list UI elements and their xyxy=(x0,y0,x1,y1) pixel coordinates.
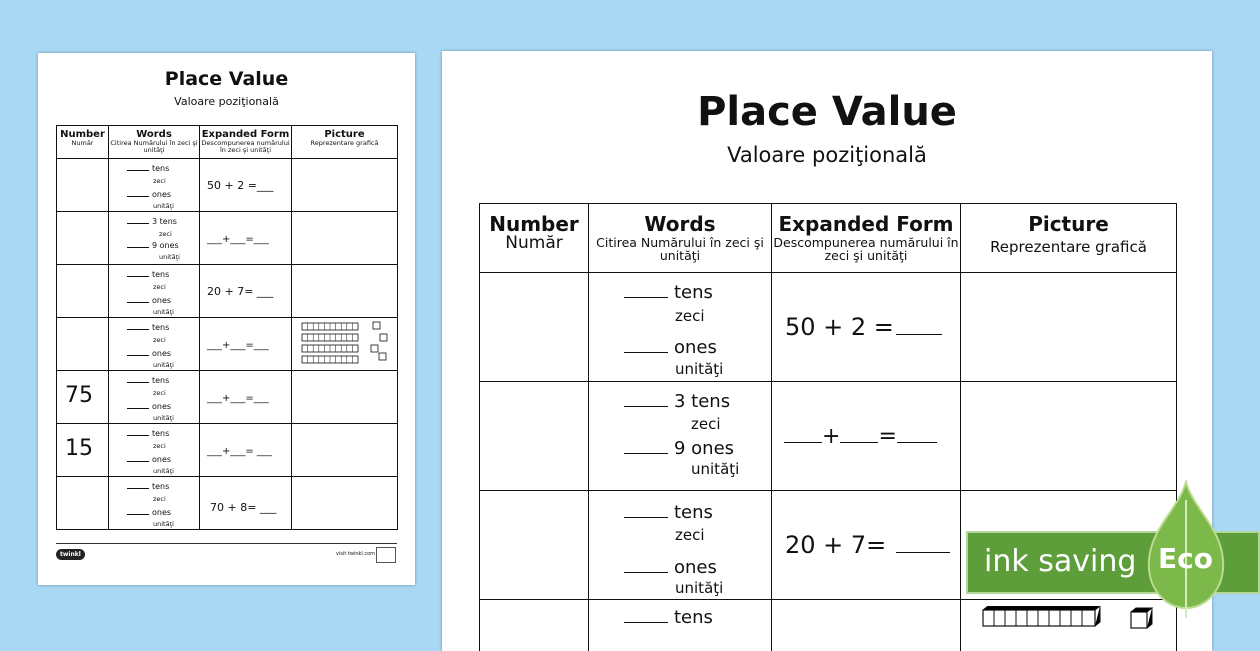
table-row xyxy=(57,212,398,265)
header-number xyxy=(480,204,589,273)
expanded-cell xyxy=(772,382,961,491)
table-row xyxy=(57,371,398,424)
expanded-expression: 20 + 7= ___ xyxy=(207,285,273,298)
header-picture xyxy=(961,204,1177,273)
expanded-cell xyxy=(200,159,292,212)
ones-word: ones xyxy=(152,455,171,464)
header-sublabel: Reprezentare grafică xyxy=(961,240,1176,255)
number-cell xyxy=(57,265,109,318)
header-sublabel: Descompunerea numărului în zeci şi unităţi xyxy=(200,140,291,154)
picture-cell xyxy=(292,212,398,265)
number-cell xyxy=(57,159,109,212)
words-cell xyxy=(109,318,200,371)
expanded-expression: ___+___=___ xyxy=(207,234,269,245)
picture-cell xyxy=(292,371,398,424)
expanded-cell xyxy=(200,371,292,424)
words-cell xyxy=(589,382,772,491)
number-cell xyxy=(480,491,589,600)
ones-sub: unităţi xyxy=(159,253,180,261)
expanded-cell xyxy=(200,424,292,477)
words-cell xyxy=(109,159,200,212)
tens-sub: zeci xyxy=(153,336,166,344)
ones-word: ones xyxy=(674,337,717,358)
words-cell xyxy=(589,600,772,651)
expanded-expression: ___+___=___ xyxy=(207,393,269,404)
words-cell xyxy=(589,491,772,600)
tens-sub: zeci xyxy=(675,307,705,325)
table-row xyxy=(480,382,1177,491)
tens-word: tens xyxy=(152,376,169,385)
tens-word: tens xyxy=(152,270,169,279)
words-cell xyxy=(109,371,200,424)
tens-word: 3 tens xyxy=(674,391,730,412)
table-row xyxy=(57,265,398,318)
tens-sub: zeci xyxy=(675,526,705,544)
ones-sub: unităţi xyxy=(691,460,739,478)
number-cell xyxy=(57,424,109,477)
header-label: Words xyxy=(109,129,199,140)
number-cell xyxy=(480,600,589,651)
number-cell xyxy=(480,382,589,491)
header-picture xyxy=(292,126,398,159)
tens-word: tens xyxy=(674,607,713,628)
tens-word: tens xyxy=(152,164,169,173)
picture-cell xyxy=(292,318,398,371)
page-title: Place Value xyxy=(442,89,1212,135)
expanded-expression: 50 + 2 = xyxy=(785,313,894,341)
tens-word: 3 tens xyxy=(152,217,177,226)
header-label: Words xyxy=(589,212,771,236)
footer-divider xyxy=(56,543,397,544)
header-number xyxy=(57,126,109,159)
header-label: Picture xyxy=(961,212,1176,236)
words-cell xyxy=(109,477,200,530)
table-row xyxy=(57,159,398,212)
expanded-expression: ___+___=___ xyxy=(207,340,269,351)
number-cell xyxy=(57,212,109,265)
table-header-row xyxy=(480,204,1177,273)
page-subtitle: Valoare poziţională xyxy=(38,95,415,108)
number-cell xyxy=(57,477,109,530)
header-sublabel: Descompunerea numărului în zeci şi unităţi xyxy=(772,236,960,262)
ones-word: 9 ones xyxy=(152,241,179,250)
number-cell xyxy=(480,273,589,382)
expanded-expression: 20 + 7= xyxy=(785,531,886,559)
table-row xyxy=(57,424,398,477)
expanded-cell xyxy=(200,318,292,371)
header-sublabel: Reprezentare grafică xyxy=(292,140,397,147)
footer-badge-icon xyxy=(376,547,396,563)
ones-word: ones xyxy=(674,557,717,578)
tens-sub: zeci xyxy=(159,230,172,238)
expanded-expression: 50 + 2 =___ xyxy=(207,179,273,192)
expanded-cell xyxy=(772,273,961,382)
footer-site: visit twinkl.com xyxy=(336,551,375,557)
tens-sub: zeci xyxy=(153,495,166,503)
expanded-expression: 70 + 8= ___ xyxy=(210,501,276,514)
ones-word: ones xyxy=(152,296,171,305)
number-value: 15 xyxy=(65,436,93,461)
twinkl-logo: twinkl xyxy=(56,549,85,560)
ones-word: ones xyxy=(152,402,171,411)
header-sublabel: Număr xyxy=(57,140,108,147)
ones-sub: unităţi xyxy=(675,360,723,378)
number-cell xyxy=(57,371,109,424)
expanded-cell xyxy=(772,600,961,651)
number-cell xyxy=(57,318,109,371)
tens-word: tens xyxy=(674,282,713,303)
tens-sub: zeci xyxy=(153,177,166,185)
ones-sub: unităţi xyxy=(153,308,174,316)
expanded-cell xyxy=(772,491,961,600)
table-row xyxy=(480,600,1177,651)
ones-word: ones xyxy=(152,190,171,199)
expanded-cell xyxy=(200,477,292,530)
expanded-cell xyxy=(200,265,292,318)
header-sublabel: Citirea Numărului în zeci şi unităţi xyxy=(109,140,199,154)
expanded-expression: ___+___= ___ xyxy=(207,446,272,457)
table-header-row xyxy=(57,126,398,159)
header-words xyxy=(589,204,772,273)
tens-sub: zeci xyxy=(691,415,721,433)
worksheet-thumbnail xyxy=(38,53,415,585)
tens-word: tens xyxy=(152,482,169,491)
ones-sub: unităţi xyxy=(153,361,174,369)
ones-sub: unităţi xyxy=(153,202,174,210)
ones-sub: unităţi xyxy=(153,467,174,475)
table-row xyxy=(57,477,398,530)
words-cell xyxy=(109,265,200,318)
ones-sub: unităţi xyxy=(153,414,174,422)
base-ten-blocks-icon xyxy=(300,320,400,368)
words-cell xyxy=(109,424,200,477)
words-cell xyxy=(589,273,772,382)
words-cell xyxy=(109,212,200,265)
page-title: Place Value xyxy=(38,68,415,90)
header-sublabel: Citirea Numărului în zeci şi unităţi xyxy=(589,236,771,262)
picture-cell xyxy=(292,159,398,212)
tens-word: tens xyxy=(674,502,713,523)
eco-badge: Eco xyxy=(1158,542,1213,575)
header-expanded-form xyxy=(200,126,292,159)
header-label: Expanded Form xyxy=(200,129,291,140)
tens-word: tens xyxy=(152,429,169,438)
table-row xyxy=(57,318,398,371)
tens-word: tens xyxy=(152,323,169,332)
ones-sub: unităţi xyxy=(675,579,723,597)
ones-word: ones xyxy=(152,349,171,358)
expanded-cell xyxy=(200,212,292,265)
ones-word: 9 ones xyxy=(674,438,734,459)
ink-saving-label: ink saving xyxy=(984,544,1136,579)
place-value-table xyxy=(56,125,398,530)
header-label: Number xyxy=(480,212,588,236)
ones-sub: unităţi xyxy=(153,520,174,528)
header-label: Expanded Form xyxy=(772,212,960,236)
header-sublabel: Număr xyxy=(480,236,588,251)
number-value: 75 xyxy=(65,383,93,408)
header-words xyxy=(109,126,200,159)
table-row xyxy=(480,273,1177,382)
expanded-blanks: + = xyxy=(784,424,937,449)
header-label: Number xyxy=(57,129,108,140)
page-subtitle: Valoare poziţională xyxy=(442,143,1212,167)
picture-cell xyxy=(292,265,398,318)
ones-word: ones xyxy=(152,508,171,517)
tens-sub: zeci xyxy=(153,442,166,450)
header-label: Picture xyxy=(292,129,397,140)
picture-cell xyxy=(292,477,398,530)
tens-sub: zeci xyxy=(153,389,166,397)
tens-sub: zeci xyxy=(153,283,166,291)
picture-cell xyxy=(961,382,1177,491)
picture-cell xyxy=(961,273,1177,382)
header-expanded-form xyxy=(772,204,961,273)
picture-cell xyxy=(292,424,398,477)
